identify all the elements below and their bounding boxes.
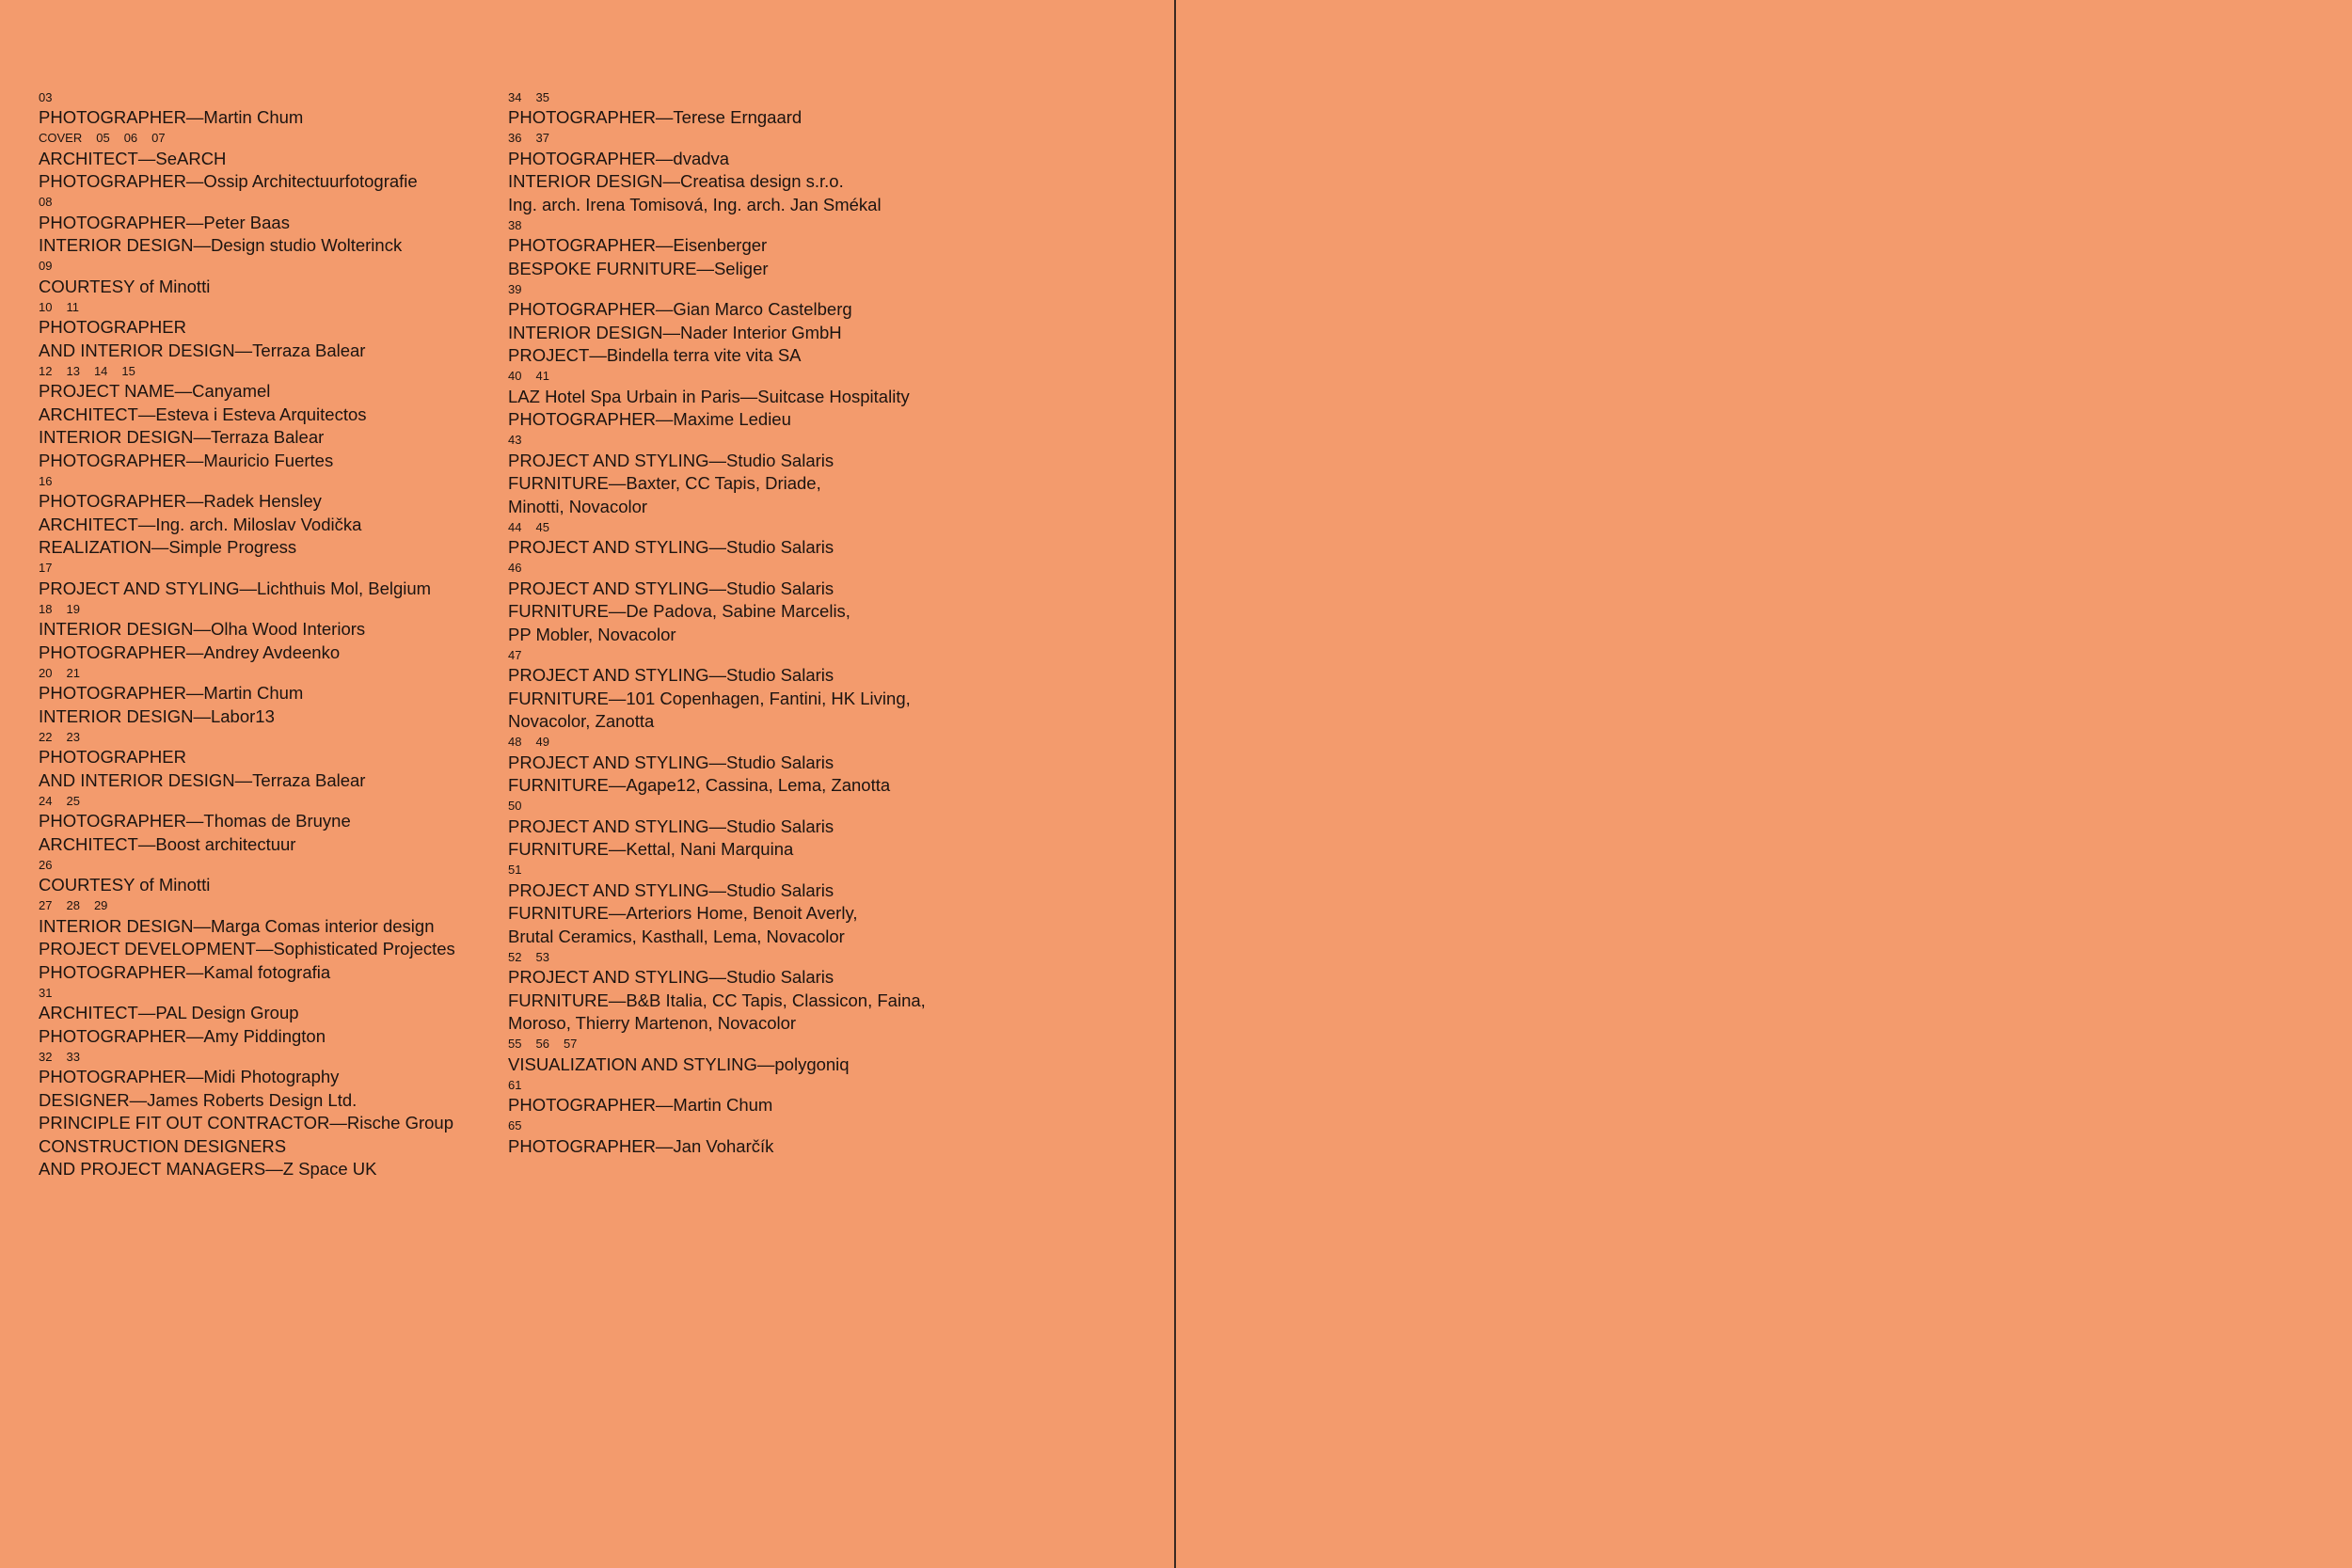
page-number: 23	[66, 729, 80, 744]
page-number: 51	[508, 863, 522, 877]
page-numbers	[39, 259, 481, 274]
page-numbers	[508, 648, 978, 663]
page-number: 29	[93, 898, 108, 912]
credit-line: PHOTOGRAPHER—Peter Baas	[39, 212, 290, 232]
page-number: 53	[535, 949, 549, 964]
credit-line: PROJECT AND STYLING—Studio Salaris	[508, 816, 834, 836]
credit-entry	[39, 131, 481, 194]
credit-line: AND PROJECT MANAGERS—Z Space UK	[39, 1159, 377, 1179]
credit-line: COURTESY of Minotti	[39, 875, 211, 895]
credit-line: PHOTOGRAPHER—Martin Chum	[508, 1095, 773, 1115]
credit-entry	[39, 1050, 481, 1181]
page-numbers	[39, 90, 481, 105]
page-numbers	[508, 369, 978, 384]
left-page	[0, 0, 1174, 1568]
page-numbers	[39, 730, 481, 745]
page-number: COVER	[39, 131, 83, 145]
page-number: 10	[39, 299, 53, 314]
credit-line: DESIGNER—James Roberts Design Ltd.	[39, 1089, 358, 1110]
credit-entry	[508, 648, 978, 734]
page-number: 61	[508, 1077, 522, 1092]
credit-line: PROJECT AND STYLING—Studio Salaris	[508, 537, 834, 557]
credit-entry	[39, 794, 481, 857]
credit-entry	[508, 90, 978, 130]
page-number: 08	[39, 195, 53, 209]
page-number: 25	[66, 793, 80, 808]
credit-line: ARCHITECT—Ing. arch. Miloslav Vodička	[39, 514, 362, 534]
credit-line: ARCHITECT—Boost architectuur	[39, 833, 296, 854]
page-numbers	[508, 1118, 978, 1133]
credit-line: BESPOKE FURNITURE—Seliger	[508, 258, 769, 278]
credit-line: PRINCIPLE FIT OUT CONTRACTOR—Rische Group	[39, 1113, 454, 1132]
credit-line: FURNITURE—Baxter, CC Tapis, Driade,	[508, 473, 821, 493]
page-number: 55	[508, 1037, 522, 1051]
credit-entry	[39, 561, 481, 600]
page-numbers	[39, 858, 481, 873]
credit-line: LAZ Hotel Spa Urbain in Paris—Suitcase Hospitality	[508, 386, 910, 406]
credit-line: PROJECT AND STYLING—Studio Salaris	[508, 879, 834, 900]
page-number: 48	[508, 735, 522, 749]
page-number: 31	[39, 985, 53, 1000]
right-page-blank	[1176, 0, 2352, 1568]
credit-line: INTERIOR DESIGN—Terraza Balear	[39, 427, 325, 447]
page-number: 22	[39, 729, 53, 744]
page-numbers	[508, 433, 978, 448]
page-numbers	[39, 195, 481, 210]
page-number: 52	[508, 949, 522, 964]
page-number: 43	[508, 433, 522, 447]
page-number: 12	[39, 363, 53, 378]
credit-entry	[508, 218, 978, 281]
credit-line: FURNITURE—Agape12, Cassina, Lema, Zanotta	[508, 775, 891, 795]
credit-line: FURNITURE—Kettal, Nani Marquina	[508, 839, 794, 859]
credit-entry	[39, 90, 481, 130]
credit-line: PROJECT DEVELOPMENT—Sophisticated Projectes	[39, 939, 455, 958]
credit-line: Ing. arch. Irena Tomisová, Ing. arch. Jan Smékal	[508, 194, 882, 214]
credit-line: PROJECT AND STYLING—Studio Salaris	[508, 450, 834, 470]
credit-entry	[508, 131, 978, 216]
credit-line: PHOTOGRAPHER—Kamal fotografia	[39, 961, 331, 982]
credit-line: PHOTOGRAPHER—Thomas de Bruyne	[39, 811, 351, 831]
page-number: 27	[39, 898, 53, 912]
credit-line: FURNITURE—Arteriors Home, Benoit Averly,	[508, 903, 858, 923]
page-numbers	[508, 863, 978, 878]
credit-entry	[39, 666, 481, 729]
page-numbers	[39, 666, 481, 681]
page-numbers	[508, 561, 978, 576]
credit-line: PHOTOGRAPHER—Andrey Avdeenko	[39, 641, 341, 662]
page-number: 05	[96, 131, 110, 145]
page-number: 44	[508, 519, 522, 534]
credit-entry	[508, 282, 978, 368]
credit-entry	[39, 898, 481, 984]
credit-entry	[39, 364, 481, 473]
page-numbers	[508, 131, 978, 146]
credit-line: INTERIOR DESIGN—Design studio Wolterinck	[39, 235, 403, 255]
page-numbers	[39, 364, 481, 379]
page-number: 06	[123, 131, 138, 145]
credit-line: AND INTERIOR DESIGN—Terraza Balear	[39, 340, 366, 360]
page-numbers	[39, 794, 481, 809]
credit-line: INTERIOR DESIGN—Labor13	[39, 705, 275, 726]
page-number: 21	[66, 665, 80, 680]
credit-line: PROJECT AND STYLING—Studio Salaris	[508, 967, 834, 987]
credit-line: ARCHITECT—Esteva i Esteva Arquitectos	[39, 404, 367, 424]
page-number: 39	[508, 281, 522, 296]
credit-entry	[39, 986, 481, 1049]
page-number: 47	[508, 647, 522, 662]
credit-entry	[508, 1037, 978, 1076]
credit-line: PROJECT AND STYLING—Studio Salaris	[508, 665, 834, 685]
credits-column-2	[508, 88, 978, 1158]
page-number: 46	[508, 561, 522, 575]
credit-line: FURNITURE—101 Copenhagen, Fantini, HK Living,	[508, 688, 911, 708]
credit-line: PHOTOGRAPHER—Terese Erngaard	[508, 107, 803, 127]
page-numbers	[508, 1078, 978, 1093]
credit-line: AND INTERIOR DESIGN—Terraza Balear	[39, 769, 366, 790]
credit-line: PP Mobler, Novacolor	[508, 624, 676, 644]
credit-line: PHOTOGRAPHER—Maxime Ledieu	[508, 409, 791, 429]
credit-line: PROJECT AND STYLING—Lichthuis Mol, Belgium	[39, 578, 432, 598]
page-numbers	[508, 520, 978, 535]
page-number: 32	[39, 1049, 53, 1064]
page-number: 19	[66, 601, 80, 616]
credit-entry	[39, 474, 481, 560]
page-numbers	[39, 561, 481, 576]
page-number: 33	[66, 1049, 80, 1064]
page-numbers	[508, 90, 978, 105]
credit-line: Minotti, Novacolor	[508, 496, 648, 516]
credit-line: Moroso, Thierry Martenon, Novacolor	[508, 1013, 797, 1033]
credit-entry	[39, 259, 481, 298]
page-number: 50	[508, 799, 522, 813]
credit-line: PHOTOGRAPHER—dvadva	[508, 148, 730, 168]
page-numbers	[39, 131, 481, 146]
page-number: 56	[535, 1037, 549, 1051]
page-number: 18	[39, 601, 53, 616]
page-number: 36	[508, 131, 522, 145]
page-number: 16	[39, 473, 53, 488]
credit-line: Novacolor, Zanotta	[508, 711, 655, 731]
credit-line: INTERIOR DESIGN—Creatisa design s.r.o.	[508, 171, 844, 191]
credit-line: PROJECT NAME—Canyamel	[39, 381, 271, 401]
credit-line: PHOTOGRAPHER—Martin Chum	[39, 107, 304, 127]
page-number: 28	[66, 898, 80, 912]
credit-entry	[508, 863, 978, 948]
credit-line: PROJECT—Bindella terra vite vita SA	[508, 345, 802, 365]
page-numbers	[508, 1037, 978, 1052]
page-number: 45	[535, 519, 549, 534]
credit-entry	[508, 799, 978, 862]
credit-entry	[508, 561, 978, 646]
page-number: 34	[508, 89, 522, 104]
page-number: 35	[535, 89, 549, 104]
credit-entry	[39, 300, 481, 363]
credit-line: PHOTOGRAPHER—Gian Marco Castelberg	[508, 299, 852, 319]
credit-entry	[508, 1078, 978, 1117]
credit-line: Brutal Ceramics, Kasthall, Lema, Novacolor	[508, 926, 845, 946]
credit-line: PHOTOGRAPHER—Eisenberger	[508, 235, 768, 255]
page-number: 38	[508, 217, 522, 232]
credit-entry	[508, 520, 978, 560]
page-numbers	[39, 898, 481, 913]
credit-line: FURNITURE—De Padova, Sabine Marcelis,	[508, 601, 850, 621]
credit-line: PHOTOGRAPHER—Midi Photography	[39, 1067, 340, 1086]
credit-line: PHOTOGRAPHER—Mauricio Fuertes	[39, 450, 334, 470]
page-number: 07	[151, 131, 166, 145]
page-number: 15	[121, 363, 135, 378]
credit-line: PHOTOGRAPHER—Radek Hensley	[39, 491, 322, 511]
page-number: 37	[535, 131, 549, 145]
credit-entry	[508, 369, 978, 432]
credit-entry	[508, 1118, 978, 1158]
credit-line: PHOTOGRAPHER—Ossip Architectuurfotografie	[39, 171, 418, 191]
page-numbers	[508, 282, 978, 297]
credit-line: PROJECT AND STYLING—Studio Salaris	[508, 752, 834, 772]
credit-line: INTERIOR DESIGN—Marga Comas interior design	[39, 915, 435, 936]
page-number: 49	[535, 735, 549, 749]
credit-line: PHOTOGRAPHER—Amy Piddington	[39, 1025, 326, 1046]
page-number: 24	[39, 793, 53, 808]
page-numbers	[39, 474, 481, 489]
page-number: 57	[563, 1037, 578, 1051]
credit-entry	[39, 602, 481, 665]
page-number: 11	[66, 299, 79, 314]
credit-line: ARCHITECT—SeARCH	[39, 148, 227, 168]
credit-line: PROJECT AND STYLING—Studio Salaris	[508, 578, 834, 598]
page-numbers	[508, 799, 978, 814]
credit-entry	[39, 858, 481, 897]
credit-line: PHOTOGRAPHER	[39, 317, 186, 337]
page-numbers	[508, 735, 978, 750]
credits-column-1	[39, 88, 481, 1181]
page-numbers	[508, 950, 978, 965]
page-number: 41	[535, 369, 549, 383]
credit-line: INTERIOR DESIGN—Nader Interior GmbH	[508, 322, 842, 342]
page-numbers	[39, 1050, 481, 1065]
credit-entry	[508, 950, 978, 1036]
page-numbers	[39, 986, 481, 1001]
credit-line: PHOTOGRAPHER—Martin Chum	[39, 683, 304, 703]
credit-line: VISUALIZATION AND STYLING—polygoniq	[508, 1053, 850, 1074]
credit-line: INTERIOR DESIGN—Olha Wood Interiors	[39, 619, 366, 639]
credit-entry	[508, 433, 978, 518]
credit-line: COURTESY of Minotti	[39, 276, 211, 296]
credit-entry	[39, 730, 481, 793]
credit-entry	[508, 735, 978, 798]
credit-entry	[39, 195, 481, 258]
page-number: 26	[39, 857, 53, 872]
page-number: 13	[66, 363, 80, 378]
credit-line: ARCHITECT—PAL Design Group	[39, 1003, 299, 1022]
page-numbers	[508, 218, 978, 233]
page-number: 17	[39, 561, 53, 575]
credit-line: FURNITURE—B&B Italia, CC Tapis, Classicon, Faina,	[508, 990, 926, 1010]
credit-line: CONSTRUCTION DESIGNERS	[39, 1135, 287, 1156]
credit-line: PHOTOGRAPHER—Jan Voharčík	[508, 1135, 774, 1156]
page-numbers	[39, 602, 481, 617]
page-number: 03	[39, 89, 53, 104]
page-numbers	[39, 300, 481, 315]
credit-line: REALIZATION—Simple Progress	[39, 537, 297, 557]
page-number: 09	[39, 259, 53, 273]
credit-line: PHOTOGRAPHER	[39, 747, 186, 767]
page-number: 20	[39, 665, 53, 680]
page-number: 65	[508, 1118, 522, 1132]
page-number: 40	[508, 369, 522, 383]
page-number: 14	[93, 363, 108, 378]
